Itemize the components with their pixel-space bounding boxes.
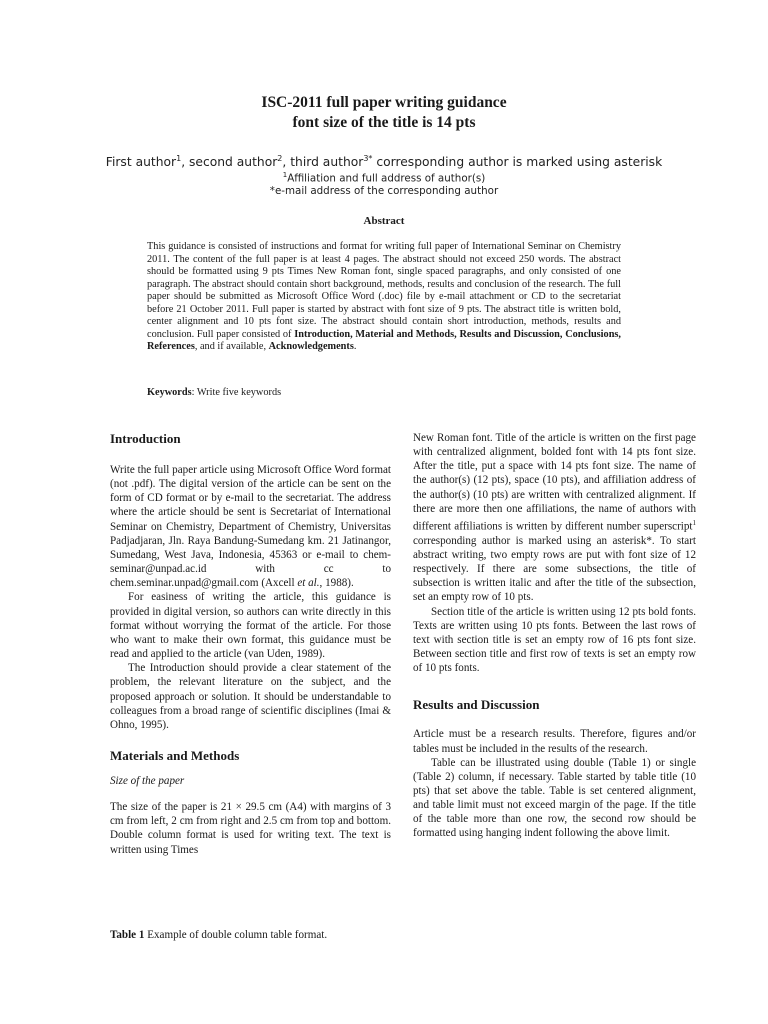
intro-paragraph-3: The Introduction should provide a clear statement of the problem, the relevant literature on the subject, and the proposed approach or solution. It should be understandable to colleagues from a broad range of scientific disciplines (Imai & Ohno, 1995). <box>110 662 391 731</box>
table-caption-label: Table 1 <box>110 929 145 941</box>
results-paragraph-1: Article must be a research results. Therefore, figures and/or tables must be included in the results of the research. <box>413 728 696 755</box>
abstract-ack-bold: Acknowledgements <box>268 341 354 352</box>
format-paragraph-1: New Roman font. Title of the article is written on the first page with centralized alignment, bolded font with 14 pts font size. After the title, put a space with 14 pts font size. The name of the author(s) (12 pts), space (10 pts), and affiliation address of the author(s) (10 pts) are written with centralized alignment. If there are more then one affiliations, the name of authors with different affiliations is written by different number superscript$^1$ corresponding author is marked using an asterisk*. To start abstract writing, two empty rows are put with font size of 12 respectively. If there are some subsections, the title of subsection is written italic and after the title of the subsection, set an empty row of 10 pts. <box>413 432 696 604</box>
abstract-end: . <box>353 341 357 352</box>
intro-paragraph-2: For easiness of writing the article, this guidance is provided in digital version, so authors can write directly in this format without worrying the format of the article. For those who want to make their own format, this guidance must be read and applied to the article (van Uden, 1989). <box>110 591 391 661</box>
author-first-sup: 1 <box>176 154 182 163</box>
abstract-text: This guidance is consisted of instructions and format for writing full paper of International Seminar on Chemistry 2011. The content of the full paper is at least 4 pages. The abstract should not exceed 250 words. The abstract should be formatted using 9 pts Times New Roman font, single spaced paragraphs, and only consisted of one paragraph. The abstract should contain short background, methods, results and conclusion of the research. The full paper should be submitted as Microsoft Office Word (.doc) file by e-mail attachment or CD to the secretariat before 21 October 2011. Full paper is started by abstract with font size of 9 pts. The abstract title is written bold, center alignment and 10 pts font size. The abstract should contain short introduction, methods, results and conclusion. Full paper consisted of <box>147 241 621 340</box>
author-second: , second author <box>181 155 278 170</box>
author-third: , third author <box>282 155 364 170</box>
results-paragraph-2: Table can be illustrated using double (Table 1) or single (Table 2) column, if necessary. Table started by table title (10 pts) that set above the table. Table is set centered alignment, and table limit must not exceed margin of the page. If the title of the table more than one row, the second row should be formatted using hanging indent following the above limit. <box>413 756 696 840</box>
affiliation-sup: 1 <box>282 171 288 179</box>
format-paragraph-2: Section title of the article is written using 12 pts bold fonts. Texts are written using 10 pts fonts. Between the last rows of text with section title is set an empty row of 16 pts font size. Between section title and first row of texts is set an empty row of 10 pts fonts. <box>413 605 696 675</box>
author-note: corresponding author is marked using asterisk <box>372 155 663 170</box>
subsection-heading-paper-size: Size of the paper <box>110 774 185 787</box>
intro-paragraph-1: Write the full paper article using Microsoft Office Word format (not .pdf). The digital version of the article can be sent on the form of CD format or by e-mail to the secretariat. The address where the article should be sent is Secretariat of International Seminar on Chemistry, Department of Chemistry, Universitas Padjadjaran, Jln. Raya Bandung-Sumedang km. 21 Jatinangor, Sumedang, West Java, Indonesia, 45363 or e-mail to chem-seminar@unpad.ac.id with cc to chem.seminar.unpad@gmail.com (Axcell et al., 1988). <box>110 464 391 590</box>
author-third-sup: 3* <box>363 154 373 163</box>
affiliation-line <box>0 168 768 185</box>
materials-paragraph-1: The size of the paper is 21 × 29.5 cm (A4) with margins of 3 cm from left, 2 cm from right and 2.5 cm from top and bottom. Double column format is used for writing text. The text is written using Times <box>110 801 391 856</box>
section-heading-materials: Materials and Methods <box>110 747 240 763</box>
left-column <box>110 431 391 857</box>
paper-title-line-1: ISC-2011 full paper writing guidance <box>261 94 507 111</box>
abstract-sections-bold: Introduction, Material and Methods, Results and Discussion, Conclusions, References <box>147 328 621 352</box>
abstract-heading: Abstract <box>363 215 405 227</box>
affiliation-text: Affiliation and full address of author(s) <box>287 172 486 185</box>
section-heading-introduction: Introduction <box>110 431 181 446</box>
table-caption-text: Example of double column table format. <box>144 929 328 941</box>
author-second-sup: 2 <box>277 154 283 163</box>
author-first: First author <box>105 155 177 170</box>
table-caption <box>110 929 327 941</box>
section-heading-results: Results and Discussion <box>413 697 540 713</box>
keywords-line <box>147 386 621 399</box>
keywords-label: Keywords <box>147 387 192 398</box>
paper-title-line-2: font size of the title is 14 pts <box>292 114 476 131</box>
abstract-tail: , and if available, <box>194 341 269 352</box>
email-line: *e-mail address of the corresponding author <box>269 185 499 197</box>
abstract-body <box>147 241 621 354</box>
right-column <box>413 431 696 841</box>
keywords-text: : Write five keywords <box>191 387 282 398</box>
